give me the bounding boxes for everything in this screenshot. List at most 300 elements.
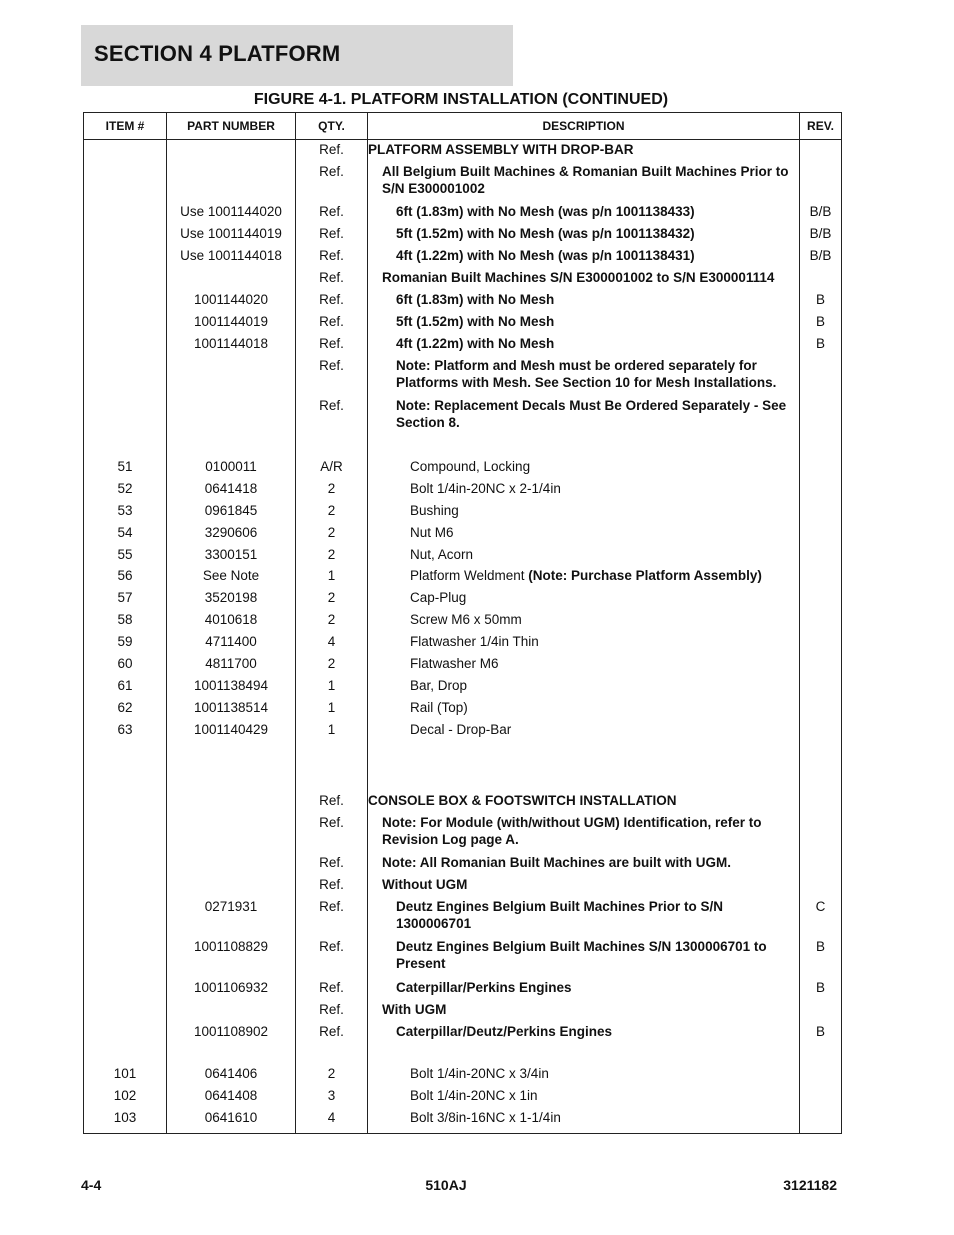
description-text — [368, 524, 799, 541]
part-number-cell: 0641418 — [167, 479, 296, 501]
description-main: Bolt 3/8in-16NC x 1-1/4in — [410, 1109, 561, 1125]
description-cell — [368, 1064, 800, 1086]
description-text — [368, 979, 799, 996]
description-cell — [368, 1086, 800, 1108]
table-row — [84, 676, 842, 698]
spacer-row — [84, 1129, 842, 1133]
qty-cell: Ref. — [296, 875, 368, 897]
description-main: 4ft (1.22m) with No Mesh (was p/n 1001138431) — [396, 248, 695, 264]
rev-cell — [800, 791, 842, 813]
spacer-cell — [84, 742, 167, 791]
part-number-cell — [167, 1000, 296, 1022]
qty-cell: 2 — [296, 479, 368, 501]
column-header-qty: QTY. — [296, 113, 368, 140]
description-cell — [368, 457, 800, 479]
description-text — [368, 721, 799, 738]
description-main: 5ft (1.52m) with No Mesh — [396, 314, 555, 330]
qty-cell: Ref. — [296, 813, 368, 854]
description-text — [368, 854, 799, 871]
table-row — [84, 290, 842, 312]
description-main: Bolt 1/4in-20NC x 2-1/4in — [410, 480, 561, 496]
qty-cell: Ref. — [296, 202, 368, 224]
part-number-cell: 1001144019 — [167, 312, 296, 334]
rev-cell: B/B — [800, 202, 842, 224]
item-cell — [84, 853, 167, 875]
spacer-cell — [368, 1044, 800, 1064]
description-cell — [368, 698, 800, 720]
description-text — [368, 247, 799, 264]
qty-cell: Ref. — [296, 268, 368, 290]
part-number-cell — [167, 356, 296, 397]
rev-cell — [800, 588, 842, 610]
item-cell — [84, 897, 167, 938]
description-text — [368, 611, 799, 628]
parts-table-body — [84, 140, 842, 1134]
rev-cell — [800, 875, 842, 897]
description-main: Romanian Built Machines S/N E300001002 to S/N E300001114 — [382, 270, 775, 286]
item-cell: 53 — [84, 501, 167, 523]
table-row — [84, 1108, 842, 1130]
item-cell: 51 — [84, 457, 167, 479]
column-header-part-number: PART NUMBER — [167, 113, 296, 140]
description-text — [368, 357, 799, 391]
description-cell — [368, 246, 800, 268]
qty-cell: Ref. — [296, 290, 368, 312]
description-main: PLATFORM ASSEMBLY WITH DROP-BAR — [368, 142, 634, 157]
description-text — [368, 1065, 799, 1082]
spacer-cell — [800, 1044, 842, 1064]
rev-cell — [800, 396, 842, 437]
description-main: 6ft (1.83m) with No Mesh (was p/n 1001138433) — [396, 204, 695, 220]
item-cell — [84, 224, 167, 246]
item-cell — [84, 268, 167, 290]
table-row — [84, 978, 842, 1000]
qty-cell: Ref. — [296, 312, 368, 334]
description-text — [368, 313, 799, 330]
spacer-cell — [800, 742, 842, 791]
table-row — [84, 268, 842, 290]
description-text — [368, 589, 799, 606]
part-number-cell: 1001138494 — [167, 676, 296, 698]
table-row — [84, 224, 842, 246]
description-text — [368, 225, 799, 242]
description-cell — [368, 676, 800, 698]
rev-cell — [800, 1000, 842, 1022]
part-number-cell: 1001108902 — [167, 1022, 296, 1044]
qty-cell: Ref. — [296, 356, 368, 397]
description-text — [368, 633, 799, 650]
item-cell: 56 — [84, 566, 167, 588]
description-cell — [368, 720, 800, 742]
item-cell — [84, 290, 167, 312]
description-cell — [368, 396, 800, 437]
rev-cell — [800, 501, 842, 523]
part-number-cell: 3290606 — [167, 523, 296, 545]
qty-cell: 2 — [296, 545, 368, 567]
item-cell — [84, 140, 167, 162]
description-text — [368, 269, 799, 286]
description-text — [368, 814, 799, 848]
qty-cell: Ref. — [296, 162, 368, 203]
description-main: Without UGM — [382, 877, 468, 893]
table-row — [84, 334, 842, 356]
spacer-cell — [84, 1044, 167, 1064]
description-text — [368, 502, 799, 519]
description-main: Flatwasher 1/4in Thin — [410, 634, 539, 650]
item-cell — [84, 937, 167, 978]
description-text — [368, 938, 799, 972]
qty-cell: 3 — [296, 1086, 368, 1108]
description-main: Note: Replacement Decals Must Be Ordered Separately - See Section 8. — [396, 398, 787, 431]
rev-cell — [800, 479, 842, 501]
description-cell — [368, 978, 800, 1000]
spacer-cell — [167, 1044, 296, 1064]
part-number-cell — [167, 853, 296, 875]
rev-cell — [800, 676, 842, 698]
rev-cell: C — [800, 897, 842, 938]
table-row — [84, 356, 842, 397]
qty-cell: Ref. — [296, 334, 368, 356]
description-main: CONSOLE BOX & FOOTSWITCH INSTALLATION — [368, 792, 677, 808]
description-cell — [368, 588, 800, 610]
rev-cell — [800, 1064, 842, 1086]
column-header-rev: REV. — [800, 113, 842, 140]
qty-cell: 2 — [296, 523, 368, 545]
qty-cell: 2 — [296, 501, 368, 523]
qty-cell: 2 — [296, 588, 368, 610]
column-header-description: DESCRIPTION — [368, 113, 800, 140]
table-row — [84, 632, 842, 654]
description-cell — [368, 654, 800, 676]
part-number-cell — [167, 396, 296, 437]
table-row — [84, 610, 842, 632]
item-cell: 62 — [84, 698, 167, 720]
part-number-cell: 4711400 — [167, 632, 296, 654]
rev-cell: B — [800, 937, 842, 978]
description-cell — [368, 334, 800, 356]
description-main: 6ft (1.83m) with No Mesh — [396, 292, 555, 308]
table-row — [84, 162, 842, 203]
spacer-cell — [167, 437, 296, 457]
description-cell — [368, 140, 800, 162]
item-cell — [84, 312, 167, 334]
spacer-cell — [368, 1129, 800, 1133]
part-number-cell: 1001144020 — [167, 290, 296, 312]
description-text — [368, 163, 799, 197]
description-cell — [368, 610, 800, 632]
table-row — [84, 545, 842, 567]
rev-cell — [800, 698, 842, 720]
description-cell — [368, 312, 800, 334]
description-cell — [368, 356, 800, 397]
qty-cell: A/R — [296, 457, 368, 479]
table-row — [84, 523, 842, 545]
spacer-cell — [800, 1129, 842, 1133]
table-row — [84, 875, 842, 897]
rev-cell — [800, 140, 842, 162]
description-text — [368, 898, 799, 932]
part-number-cell: 0961845 — [167, 501, 296, 523]
qty-cell: Ref. — [296, 396, 368, 437]
part-number-cell: 3300151 — [167, 545, 296, 567]
item-cell: 52 — [84, 479, 167, 501]
section-banner — [81, 25, 513, 86]
description-main: Bushing — [410, 502, 459, 518]
spacer-row — [84, 1044, 842, 1064]
item-cell — [84, 1022, 167, 1044]
description-text — [368, 1087, 799, 1104]
qty-cell: Ref. — [296, 224, 368, 246]
rev-cell — [800, 1086, 842, 1108]
description-text — [368, 458, 799, 475]
part-number-cell: 0641408 — [167, 1086, 296, 1108]
rev-cell — [800, 545, 842, 567]
description-main: 4ft (1.22m) with No Mesh — [396, 335, 555, 351]
item-cell: 102 — [84, 1086, 167, 1108]
item-cell — [84, 813, 167, 854]
part-number-cell: 1001108829 — [167, 937, 296, 978]
rev-cell: B/B — [800, 246, 842, 268]
rev-cell: B — [800, 1022, 842, 1044]
description-main: All Belgium Built Machines & Romanian Built Machines Prior to S/N E300001002 — [382, 163, 789, 196]
table-row — [84, 853, 842, 875]
rev-cell — [800, 268, 842, 290]
description-cell — [368, 791, 800, 813]
part-number-cell: 0271931 — [167, 897, 296, 938]
qty-cell: Ref. — [296, 140, 368, 162]
spacer-row — [84, 437, 842, 457]
spacer-cell — [368, 437, 800, 457]
description-main: Nut, Acorn — [410, 546, 474, 562]
table-row — [84, 479, 842, 501]
description-text — [368, 1109, 799, 1126]
description-text — [368, 677, 799, 694]
qty-cell: Ref. — [296, 937, 368, 978]
item-cell: 63 — [84, 720, 167, 742]
part-number-cell — [167, 813, 296, 854]
part-number-cell — [167, 268, 296, 290]
description-main: Decal - Drop-Bar — [410, 721, 512, 737]
description-cell — [368, 162, 800, 203]
part-number-cell — [167, 140, 296, 162]
table-row — [84, 937, 842, 978]
table-row — [84, 588, 842, 610]
table-row — [84, 202, 842, 224]
spacer-cell — [800, 437, 842, 457]
description-main: Rail (Top) — [410, 699, 468, 715]
item-cell — [84, 396, 167, 437]
rev-cell: B — [800, 978, 842, 1000]
part-number-cell: 1001138514 — [167, 698, 296, 720]
description-cell — [368, 290, 800, 312]
page-number: 4-4 — [81, 1177, 102, 1193]
table-row — [84, 457, 842, 479]
description-main: Deutz Engines Belgium Built Machines S/N 1300006701 to Present — [396, 939, 767, 972]
table-row — [84, 1000, 842, 1022]
description-text — [368, 480, 799, 497]
table-row — [84, 698, 842, 720]
qty-cell: 1 — [296, 566, 368, 588]
spacer-cell — [296, 437, 368, 457]
item-cell: 59 — [84, 632, 167, 654]
column-header-item: ITEM # — [84, 113, 167, 140]
description-main: Bolt 1/4in-20NC x 3/4in — [410, 1065, 549, 1081]
item-cell — [84, 202, 167, 224]
rev-cell — [800, 523, 842, 545]
spacer-cell — [296, 742, 368, 791]
description-main: Caterpillar/Deutz/Perkins Engines — [396, 1023, 613, 1039]
qty-cell: 2 — [296, 654, 368, 676]
part-number-cell: 1001144018 — [167, 334, 296, 356]
item-cell: 101 — [84, 1064, 167, 1086]
table-row — [84, 501, 842, 523]
item-cell — [84, 1000, 167, 1022]
description-cell — [368, 224, 800, 246]
rev-cell — [800, 610, 842, 632]
qty-cell: 2 — [296, 610, 368, 632]
description-main: Flatwasher M6 — [410, 656, 499, 672]
item-cell — [84, 162, 167, 203]
part-number-cell: See Note — [167, 566, 296, 588]
description-main: With UGM — [382, 1001, 447, 1017]
description-text — [368, 792, 799, 809]
section-title: SECTION 4 PLATFORM — [94, 41, 341, 66]
description-cell — [368, 632, 800, 654]
description-main: Deutz Engines Belgium Built Machines Prior to S/N 1300006701 — [396, 898, 724, 931]
description-text — [368, 546, 799, 563]
qty-cell: Ref. — [296, 1000, 368, 1022]
description-cell — [368, 268, 800, 290]
description-main: Note: For Module (with/without UGM) Identification, refer to Revision Log page A. — [382, 814, 762, 847]
rev-cell — [800, 1108, 842, 1130]
part-number-cell: 4010618 — [167, 610, 296, 632]
item-cell: 58 — [84, 610, 167, 632]
rev-cell: B — [800, 290, 842, 312]
description-cell — [368, 937, 800, 978]
description-text — [368, 567, 799, 584]
spacer-cell — [296, 1044, 368, 1064]
description-cell — [368, 1108, 800, 1130]
description-cell — [368, 523, 800, 545]
part-number-cell — [167, 875, 296, 897]
qty-cell: 1 — [296, 676, 368, 698]
table-row — [84, 246, 842, 268]
description-text — [368, 397, 799, 431]
figure-title: FIGURE 4-1. PLATFORM INSTALLATION (CONTINUED) — [253, 91, 669, 108]
rev-cell — [800, 356, 842, 397]
item-cell: 61 — [84, 676, 167, 698]
item-cell — [84, 791, 167, 813]
table-header-row — [84, 113, 842, 140]
spacer-cell — [296, 1129, 368, 1133]
qty-cell: Ref. — [296, 978, 368, 1000]
rev-cell — [800, 654, 842, 676]
table-row — [84, 1086, 842, 1108]
spacer-cell — [368, 742, 800, 791]
table-row — [84, 140, 842, 162]
description-text — [368, 1001, 799, 1018]
part-number-cell: Use 1001144019 — [167, 224, 296, 246]
description-cell — [368, 202, 800, 224]
qty-cell: 2 — [296, 1064, 368, 1086]
item-cell: 103 — [84, 1108, 167, 1130]
table-row — [84, 897, 842, 938]
qty-cell: Ref. — [296, 897, 368, 938]
description-cell — [368, 813, 800, 854]
spacer-cell — [167, 742, 296, 791]
spacer-row — [84, 742, 842, 791]
item-cell — [84, 246, 167, 268]
item-cell: 55 — [84, 545, 167, 567]
description-main: Compound, Locking — [410, 458, 531, 474]
description-cell — [368, 853, 800, 875]
spacer-cell — [84, 1129, 167, 1133]
item-cell — [84, 334, 167, 356]
qty-cell: 4 — [296, 632, 368, 654]
description-main: Platform Weldment — [410, 568, 529, 584]
part-number-cell: Use 1001144020 — [167, 202, 296, 224]
table-row — [84, 396, 842, 437]
description-main: Bolt 1/4in-20NC x 1in — [410, 1087, 538, 1103]
description-main: Cap-Plug — [410, 590, 467, 606]
item-cell — [84, 356, 167, 397]
rev-cell: B/B — [800, 224, 842, 246]
description-main: Note: All Romanian Built Machines are built with UGM. — [382, 855, 732, 871]
item-cell: 60 — [84, 654, 167, 676]
part-number-cell: 0641610 — [167, 1108, 296, 1130]
part-number-cell: 0100011 — [167, 457, 296, 479]
rev-cell — [800, 853, 842, 875]
rev-cell: B — [800, 334, 842, 356]
rev-cell — [800, 162, 842, 203]
description-cell — [368, 479, 800, 501]
description-cell — [368, 501, 800, 523]
description-text — [368, 291, 799, 308]
table-row — [84, 566, 842, 588]
rev-cell — [800, 720, 842, 742]
table-row — [84, 1064, 842, 1086]
description-text — [368, 141, 799, 158]
description-cell — [368, 897, 800, 938]
description-text — [368, 876, 799, 893]
table-row — [84, 791, 842, 813]
part-number-cell: Use 1001144018 — [167, 246, 296, 268]
description-cell — [368, 566, 800, 588]
qty-cell: Ref. — [296, 791, 368, 813]
spacer-cell — [84, 437, 167, 457]
item-cell — [84, 875, 167, 897]
description-main: Caterpillar/Perkins Engines — [396, 979, 572, 995]
table-row — [84, 654, 842, 676]
qty-cell: Ref. — [296, 1022, 368, 1044]
table-row — [84, 312, 842, 334]
description-main: Nut M6 — [410, 524, 454, 540]
item-cell — [84, 978, 167, 1000]
description-text — [368, 335, 799, 352]
qty-cell: 1 — [296, 720, 368, 742]
description-cell — [368, 545, 800, 567]
part-number-cell: 3520198 — [167, 588, 296, 610]
qty-cell: 1 — [296, 698, 368, 720]
rev-cell — [800, 813, 842, 854]
part-number-cell — [167, 162, 296, 203]
table-row — [84, 813, 842, 854]
description-text — [368, 1023, 799, 1040]
part-number-cell: 1001106932 — [167, 978, 296, 1000]
part-number-cell: 0641406 — [167, 1064, 296, 1086]
description-main: Bar, Drop — [410, 677, 468, 693]
rev-cell — [800, 632, 842, 654]
